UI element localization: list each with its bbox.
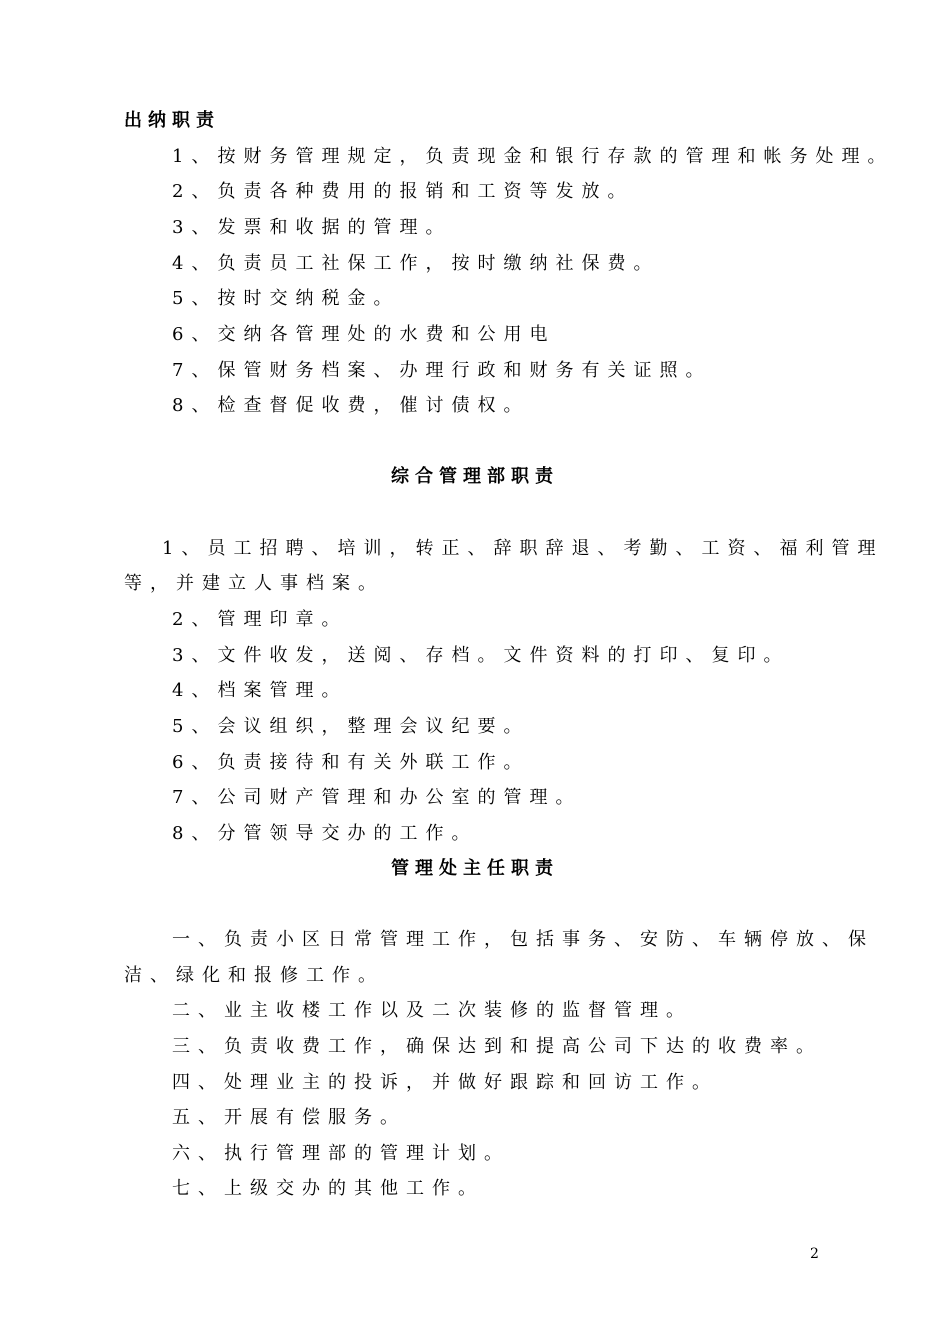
- list-item: 6、负责接待和有关外联工作。: [172, 752, 530, 773]
- list-item: 2、负责各种费用的报销和工资等发放。: [172, 181, 634, 202]
- list-item: 二、业主收楼工作以及二次装修的监督管理。: [172, 1000, 692, 1021]
- list-item: 2、管理印章。: [172, 609, 348, 630]
- list-item: 4、档案管理。: [172, 680, 348, 701]
- list-item: 一、负责小区日常管理工作，包括事务、安防、车辆停放、保: [172, 929, 874, 950]
- section-title-office-director: 管理处主任职责: [391, 858, 559, 879]
- list-item: 七、上级交办的其他工作。: [172, 1178, 484, 1199]
- list-item: 5、按时交纳税金。: [172, 288, 400, 309]
- list-item: 3、文件收发，送阅、存档。文件资料的打印、复印。: [172, 645, 790, 666]
- list-item: 3、发票和收据的管理。: [172, 217, 452, 238]
- list-item: 三、负责收费工作，确保达到和提高公司下达的收费率。: [172, 1036, 822, 1057]
- list-item: 4、负责员工社保工作，按时缴纳社保费。: [172, 253, 660, 274]
- page-number: 2: [810, 1246, 819, 1262]
- list-item: 7、保管财务档案、办理行政和财务有关证照。: [172, 360, 712, 381]
- list-item-continuation: 洁、绿化和报修工作。: [124, 965, 384, 986]
- list-item: 五、开展有偿服务。: [172, 1107, 406, 1128]
- list-item: 1、员工招聘、培训，转正、辞职辞退、考勤、工资、福利管理: [162, 538, 884, 559]
- list-item-continuation: 等，并建立人事档案。: [124, 573, 384, 594]
- list-item: 1、按财务管理规定，负责现金和银行存款的管理和帐务处理。: [172, 146, 894, 167]
- list-item: 6、交纳各管理处的水费和公用电: [172, 324, 556, 345]
- list-item: 六、执行管理部的管理计划。: [172, 1143, 510, 1164]
- list-item: 四、处理业主的投诉，并做好跟踪和回访工作。: [172, 1072, 718, 1093]
- list-item: 5、会议组织，整理会议纪要。: [172, 716, 530, 737]
- section-title-general-management: 综合管理部职责: [391, 466, 559, 487]
- list-item: 7、公司财产管理和办公室的管理。: [172, 787, 582, 808]
- list-item: 8、检查督促收费，催讨债权。: [172, 395, 530, 416]
- list-item: 8、分管领导交办的工作。: [172, 823, 478, 844]
- section-title-cashier: 出纳职责: [124, 110, 220, 131]
